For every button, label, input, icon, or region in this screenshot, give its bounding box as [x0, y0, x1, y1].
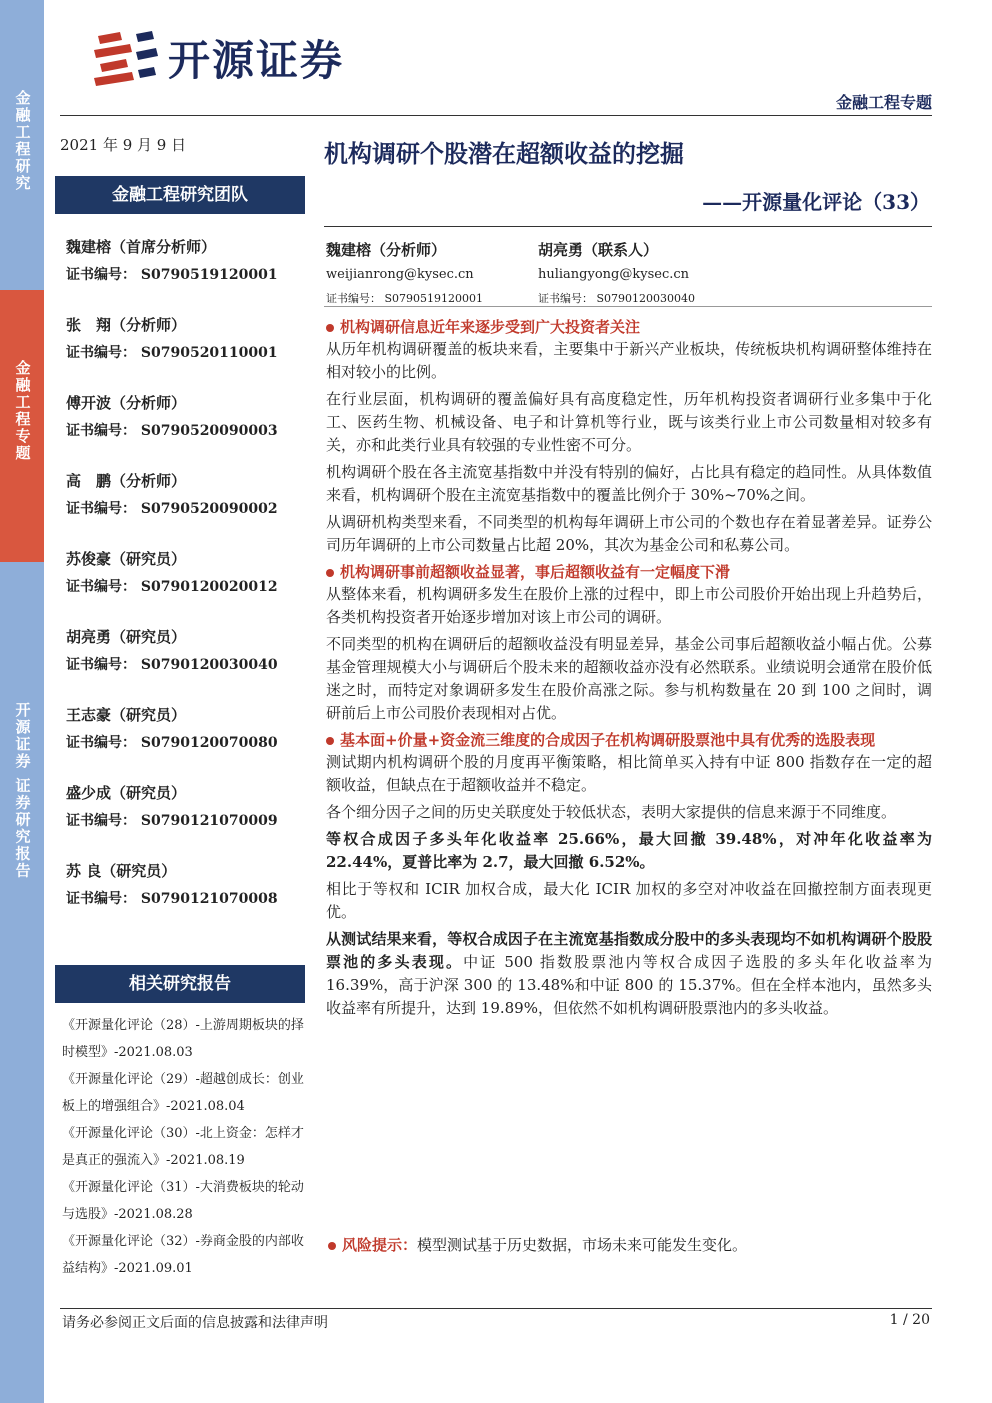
paragraph: 相比于等权和 ICIR 加权合成，最大化 ICIR 加权的多空对冲收益在回撤控制方面表现更优。: [326, 880, 932, 921]
side-label-research: 金融工程研究: [0, 0, 44, 290]
risk-note: [328, 1234, 747, 1255]
bullet-icon: [326, 569, 334, 577]
analyst-item: 傅开波（分析师） 证书编号： S0790520090003: [66, 394, 278, 439]
author-email[interactable]: huliangyong@kysec.cn: [538, 267, 690, 282]
related-report-link[interactable]: 《开源量化评论（32）-券商金股的内部收益结构》-2021.09.01: [62, 1234, 304, 1276]
related-reports-title: 相关研究报告: [55, 965, 305, 1003]
page-number: 1 / 20: [889, 1312, 930, 1328]
analyst-item: 苏俊豪（研究员） 证书编号： S0790120020012: [66, 550, 278, 595]
report-category: 金融工程专题: [835, 93, 932, 112]
paragraph: 测试期内机构调研个股的月度再平衡策略，相比简单买入持有中证 800 指数存在一定的超额收益，但缺点在于超额收益并不稳定。: [326, 753, 932, 794]
paragraph: 不同类型的机构在调研后的超额收益没有明显差异，基金公司事后超额收益小幅占优。公募基金管理规模大小与调研后个股未来的超额收益亦没有必然联系。业绩说明会通常在股价低迷之时，而特定对象调研多发生在股价高涨之际。参与机构数量在 20 到 100 之间时，调研前后上市公司股价表现相对占优。: [326, 635, 932, 722]
analyst-list: [66, 236, 306, 938]
author-email[interactable]: weijianrong@kysec.cn: [326, 267, 474, 282]
related-report-link[interactable]: 《开源量化评论（28）-上游周期板块的择时模型》-2021.08.03: [62, 1018, 304, 1060]
logo-mark-icon: [90, 28, 160, 88]
analyst-item: 胡亮勇（研究员） 证书编号： S0790120030040: [66, 628, 278, 673]
author-divider: [324, 306, 932, 307]
report-date: 2021 年 9 月 9 日: [60, 136, 187, 154]
bullet-icon: [326, 324, 334, 332]
author-block: 魏建榕（分析师） weijianrong@kysec.cn 证书编号： S0790519120001: [326, 241, 484, 305]
paragraph: 从历年机构调研覆盖的板块来看，主要集中于新兴产业板块，传统板块机构调研整体维持在相对较小的比例。: [326, 340, 932, 381]
analyst-item: 苏 良（研究员） 证书编号： S0790121070008: [66, 862, 278, 907]
section-heading: 基本面+价量+资金流三维度的合成因子在机构调研股票池中具有优秀的选股表现: [326, 729, 932, 751]
paragraph: 机构调研个股在各主流宽基指数中并没有特别的偏好，占比具有稳定的趋同性。从具体数值来看，机构调研个股在主流宽基指数中的覆盖比例介于 30%~70%之间。: [326, 463, 932, 504]
report-title: 机构调研个股潜在超额收益的挖掘: [324, 139, 684, 168]
risk-text: 模型测试基于历史数据，市场未来可能发生变化。: [417, 1236, 748, 1254]
analyst-item: 张 翔（分析师） 证书编号： S0790520110001: [66, 316, 278, 361]
analyst-item: 高 鹏（分析师） 证书编号： S0790520090002: [66, 472, 278, 517]
brand-logo: [90, 28, 344, 88]
brand-name: 开源证券: [168, 36, 345, 85]
section-heading: 机构调研事前超额收益显著，事后超额收益有一定幅度下滑: [326, 561, 932, 583]
related-report-link[interactable]: 《开源量化评论（30）-北上资金：怎样才是真正的强流入》-2021.08.19: [62, 1126, 304, 1168]
paragraph: 从测试结果来看，等权合成因子在主流宽基指数成分股中的多头表现均不如机构调研个股股票池的多头表现。中证 500 指数股票池内等权合成因子选股的多头年化收益率为 16.39%，高于沪深 300 的 13.48%和中证 800 的 15.37%。但在全样本池内，虽然多头收益率有所提升，达到 19.89%，但依然不如机构调研股票池内的多头收益。: [326, 930, 932, 1017]
footer-divider: [60, 1308, 932, 1309]
header-divider: [60, 115, 932, 116]
related-report-link[interactable]: 《开源量化评论（31）-大消费板块的轮动与选股》-2021.08.28: [62, 1180, 304, 1222]
footer-disclaimer: 请务必参阅正文后面的信息披露和法律声明: [62, 1315, 328, 1331]
report-subtitle: ——开源量化评论（33）: [702, 190, 930, 214]
related-reports-list: [62, 1012, 307, 1282]
paragraph: 从调研机构类型来看，不同类型的机构每年调研上市公司的个数也存在着显著差异。证券公司历年调研的上市公司数量占比超 20%，其次为基金公司和私募公司。: [326, 513, 932, 554]
report-body: [326, 314, 932, 1024]
paragraph: 在行业层面，机构调研的覆盖偏好具有高度稳定性，历年机构投资者调研行业多集中于化工、医药生物、机械设备、电子和计算机等行业，既与该类行业上市公司数量相对较多有关，亦和此类行业具有较强的专业性密不可分。: [326, 390, 932, 454]
paragraph: 从整体来看，机构调研多发生在股价上涨的过程中，即上市公司股价开始出现上升趋势后，各类机构投资者开始逐步增加对该上市公司的调研。: [326, 585, 932, 626]
section-heading: 机构调研信息近年来逐步受到广大投资者关注: [326, 316, 932, 338]
bullet-icon: [328, 1242, 336, 1250]
paragraph-bold: 等权合成因子多头年化收益率 25.66%，最大回撤 39.48%，对冲年化收益率为 22.44%，夏普比率为 2.7，最大回撤 6.52%。: [326, 830, 932, 871]
author-block: 胡亮勇（联系人） huliangyong@kysec.cn 证书编号： S0790120030040: [538, 241, 696, 305]
analyst-item: 魏建榕（首席分析师） 证书编号： S0790519120001: [66, 238, 278, 283]
related-report-link[interactable]: 《开源量化评论（29）-超越创成长：创业板上的增强组合》-2021.08.04: [62, 1072, 304, 1114]
risk-label: 风险提示：: [342, 1236, 418, 1254]
bullet-icon: [326, 737, 334, 745]
side-label-report: 开源证券 证券研究报告: [0, 562, 44, 1403]
analyst-item: 盛少成（研究员） 证书编号： S0790121070009: [66, 784, 278, 829]
side-strip: [0, 0, 44, 1403]
team-title: 金融工程研究团队: [55, 176, 305, 214]
analyst-item: 王志豪（研究员） 证书编号： S0790120070080: [66, 706, 278, 751]
side-label-topic: 金融工程专题: [0, 290, 44, 562]
title-divider: [324, 226, 932, 227]
paragraph: 各个细分因子之间的历史关联度处于较低状态，表明大家提供的信息来源于不同维度。: [326, 803, 897, 821]
